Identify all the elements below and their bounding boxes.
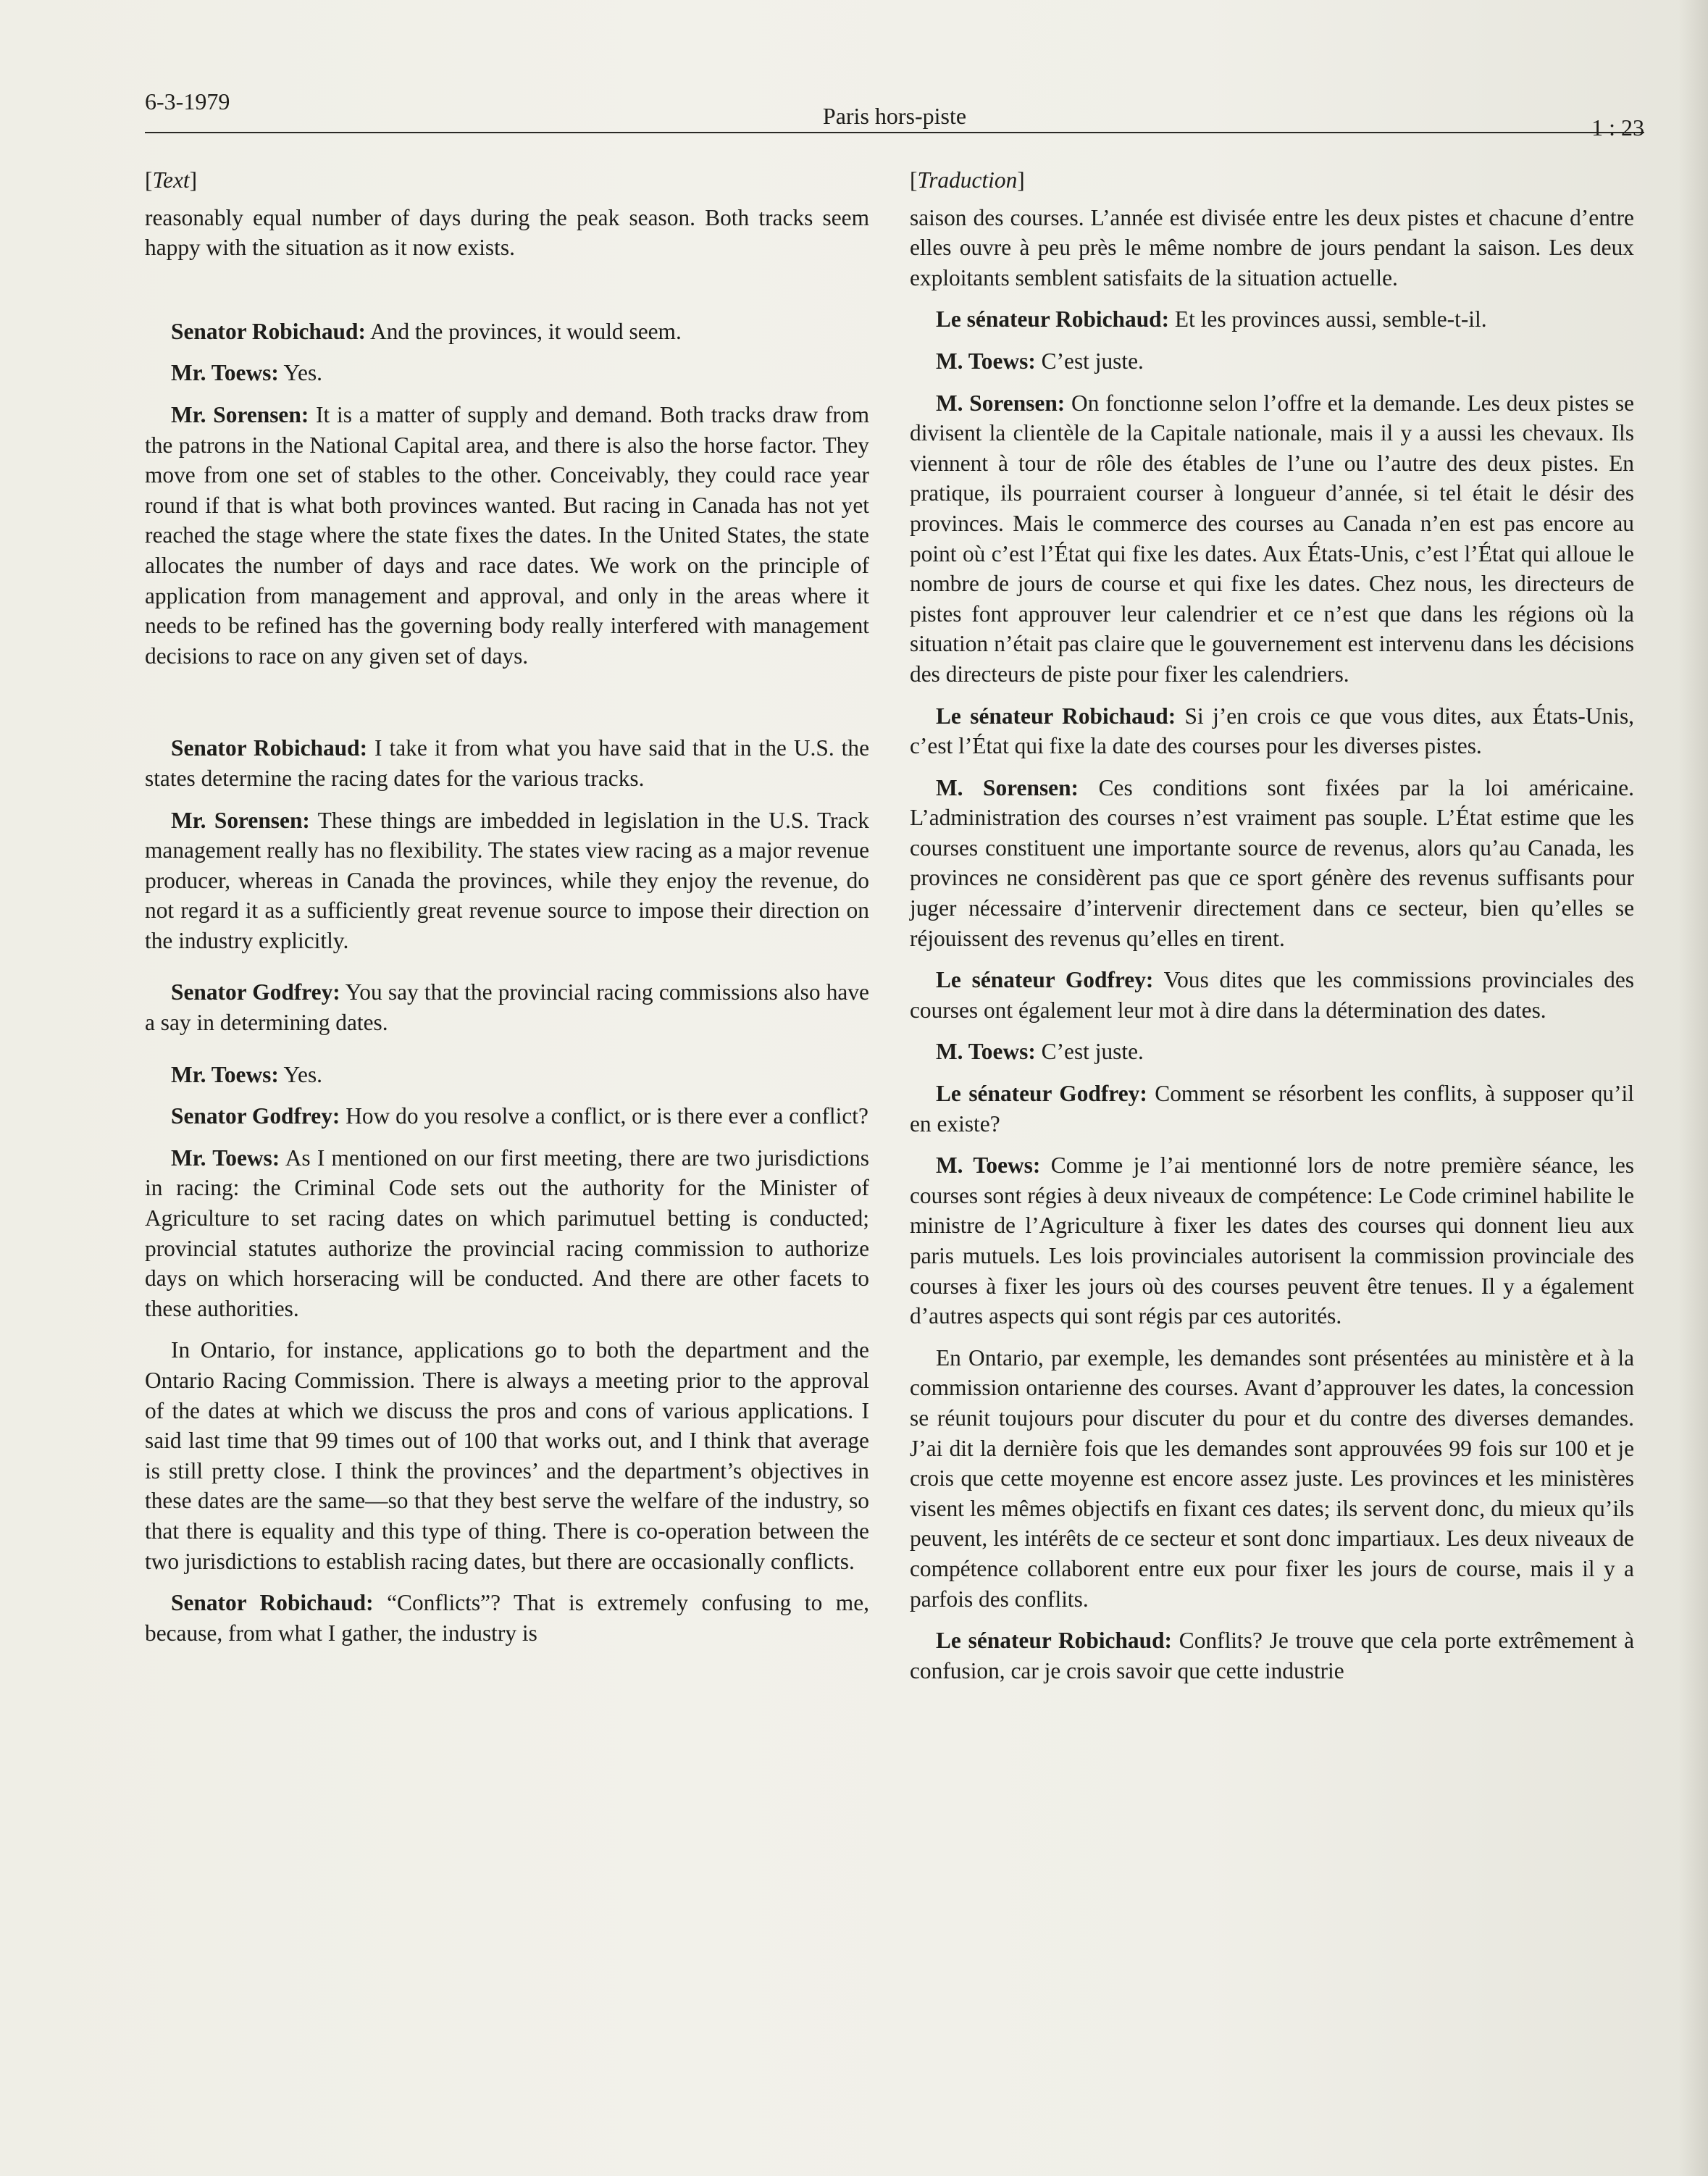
speaker-name: Senator Robichaud: — [171, 318, 366, 344]
speaker-name: Mr. Sorensen: — [171, 401, 309, 427]
speaker-name: Le sénateur Robichaud: — [936, 1628, 1172, 1654]
speaker-name: Le sénateur Robichaud: — [936, 306, 1170, 332]
speaker-name: Senator Godfrey: — [171, 1103, 340, 1129]
speaker-name: Mr. Toews: — [171, 1061, 279, 1087]
paragraph: M. Toews: C’est juste. — [936, 348, 1144, 374]
header-page-number: 1 : 23 — [1591, 114, 1644, 141]
paragraph: Le sénateur Robichaud: Et les provinces aussi, semble-t-il. — [936, 306, 1487, 332]
english-column — [145, 165, 869, 1660]
section-tag-traduction: [Traduction] — [910, 167, 1025, 193]
paragraph: In Ontario, for instance, applications go to both the department and the Ontario Racing Commission. There is always a meeting prior to the approval of the dates at which we discuss the pros and cons of various applications. I said last time that 99 times out of 100 that works out, and I think that average is still pretty close. I think the provinces’ and the department’s objectives in these dates are the same—so that they best serve the welfare of the industry, so that there is equality and this type of thing. There is co-operation between the two jurisdictions to establish racing dates, but there are occasionally conflicts. — [145, 1337, 869, 1574]
paragraph: Senator Robichaud: “Conflicts”? That is extremely confusing to me, because, from what I gather, the industry is — [145, 1590, 869, 1646]
paragraph: Senator Godfrey: You say that the provincial racing commissions also have a say in determining dates. — [145, 979, 869, 1036]
paragraph: Mr. Toews: Yes. — [171, 1061, 323, 1087]
speaker-name: M. Sorensen: — [936, 774, 1079, 800]
french-column — [910, 165, 1634, 1697]
paragraph: saison des courses. L’année est divisée entre les deux pistes et chacune d’entre elles ouvre à peu près le même nombre de jours pendant la saison. Les deux exploitants semblent satisfaits de la situation actuelle. — [910, 204, 1634, 290]
speaker-name: Le sénateur Godfrey: — [936, 967, 1154, 993]
paragraph: M. Toews: Comme je l’ai mentionné lors de notre première séance, les courses sont régies à deux niveaux de compétence: Le Code criminel habilite le ministre de l’Agriculture à fixer les dates des courses qui donnent lieu aux paris mutuels. Les lois provinciales autorisent la commission provinciale des courses à fixer les jours où des courses peuvent être tenues. Il y a également d’autres aspects qui sont régis par ces autorités. — [910, 1152, 1634, 1329]
speaker-name: M. Toews: — [936, 1152, 1041, 1179]
paragraph: Mr. Sorensen: These things are imbedded in legislation in the U.S. Track management really has no flexibility. The states view racing as a major revenue producer, whereas in Canada the provinces, while they enjoy the revenue, do not regard it as a sufficiently great revenue source to impose their direction on the industry explicitly. — [145, 807, 869, 953]
paragraph: Le sénateur Robichaud: Conflits? Je trouve que cela porte extrêmement à confusion, car je crois savoir que cette industrie — [910, 1628, 1635, 1683]
paragraph: Senator Godfrey: How do you resolve a conflict, or is there ever a conflict? — [171, 1103, 868, 1129]
section-tag-text: [Text] — [145, 167, 198, 193]
speaker-name: Mr. Toews: — [171, 360, 279, 386]
page-header — [145, 81, 1644, 141]
speaker-name: Mr. Toews: — [171, 1145, 280, 1171]
paragraph: Mr. Toews: As I mentioned on our first meeting, there are two jurisdictions in racing: the Criminal Code sets out the authority for the Minister of Agriculture to set racing dates on which parimutuel betting is conducted; provincial statutes authorize the provincial racing commission to authorize days on which horseracing will be conducted. And there are other facets to these authorities. — [145, 1145, 870, 1321]
speaker-name: Mr. Sorensen: — [171, 807, 310, 833]
speaker-name: Senator Godfrey: — [171, 979, 340, 1005]
speaker-name: Le sénateur Robichaud: — [936, 703, 1176, 729]
paragraph: M. Toews: C’est juste. — [936, 1039, 1144, 1065]
speaker-name: M. Toews: — [936, 1039, 1036, 1065]
paragraph: Mr. Sorensen: It is a matter of supply and demand. Both tracks draw from the patrons in the National Capital area, and there is also the horse factor. They move from one set of stables to the other. Conceivably, they could race year round if that is what both provinces wanted. But racing in Canada has not yet reached the stage where the state fixes the dates. In the United States, the state allocates the number of days and race dates. We work on the principle of application from management and approval, and only in the areas where it needs to be refined has the governing body really interfered with management decisions to race on any given set of days. — [145, 401, 870, 669]
speaker-name: M. Toews: — [936, 348, 1036, 374]
paragraph: M. Sorensen: On fonctionne selon l’offre et la demande. Les deux pistes se divisent la clientèle de la Capitale nationale, mais il y a aussi les chevaux. Ils viennent à tour de rôle des étables de l’une ou l’autre des deux pistes. En pratique, ils pourraient courser à longueur d’année, si tel était le désir des provinces. Mais le commerce des courses au Canada n’en est pas encore au point où c’est l’État qui fixe les dates. Aux États-Unis, c’est l’État qui alloue le nombre de jours de course et qui fixe les dates. Chez nous, les directeurs de pistes font approuver leur calendrier et ce n’est que dans les régions où la situation n’était pas claire que le gouvernement est intervenu dans les décisions des directeurs de piste pour fixer les calendriers. — [910, 390, 1634, 687]
paragraph: Senator Robichaud: And the provinces, it would seem. — [171, 318, 682, 344]
paragraph: Le sénateur Godfrey: Vous dites que les commissions provinciales des courses ont également leur mot à dire dans la détermination des dates. — [910, 967, 1635, 1023]
paragraph: Le sénateur Godfrey: Comment se résorbent les conflits, à supposer qu’il en existe? — [910, 1081, 1635, 1137]
paragraph: reasonably equal number of days during the peak season. Both tracks seem happy with the situation as it now exists. — [145, 204, 869, 261]
paragraph: Senator Robichaud: I take it from what you have said that in the U.S. the states determine the racing dates for the various tracks. — [145, 735, 869, 791]
header-title: Paris hors-piste — [822, 103, 967, 129]
speaker-name: M. Sorensen: — [936, 390, 1066, 416]
speaker-name: Senator Robichaud: — [171, 1590, 374, 1616]
paragraph: Le sénateur Robichaud: Si j’en crois ce que vous dites, aux États-Unis, c’est l’État qui fixe la date des courses pour les diverses pistes. — [910, 703, 1635, 759]
speaker-name: Senator Robichaud: — [171, 735, 368, 761]
paragraph: Mr. Toews: Yes. — [171, 360, 323, 386]
paragraph: En Ontario, par exemple, les demandes sont présentées au ministère et à la commission ontarienne des courses. Avant d’approuver les dates, la concession se réunit toujours pour discuter du pour et du contre des diverses demandes. J’ai dit la dernière fois que les demandes sont approuvées 99 fois sur 100 et je crois que cette moyenne est encore assez juste. Les provinces et les ministères visent les mêmes objectifs en fixant ces dates; ils servent donc, du mieux qu’ils peuvent, les intérêts de ce secteur et sont donc impartiaux. Les deux niveaux de compétence collaborent entre eux pour fixer les jours de course, mais il y a parfois des conflits. — [910, 1344, 1634, 1612]
header-date: 6-3-1979 — [145, 88, 230, 114]
speaker-name: Le sénateur Godfrey: — [936, 1081, 1147, 1107]
paragraph: M. Sorensen: Ces conditions sont fixées par la loi américaine. L’administration des courses n’est vraiment pas souple. L’État estime que les courses constituent une importante source de revenus, alors qu’au Canada, les provinces ne considèrent pas que ce sport génère des revenus suffisants pour juger nécessaire d’intervenir directement dans ce secteur, bien qu’elles se réjouissent des revenus qu’elles en tirent. — [910, 774, 1635, 951]
